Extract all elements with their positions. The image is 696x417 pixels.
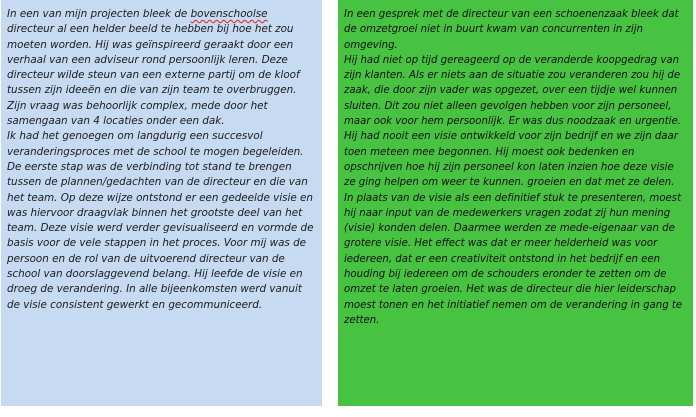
shoe-store-process-paragraph: Hij had niet op tijd gereageerd op de veranderde koopgedrag van zijn klanten. Als er niets aan de situatie zou veranderen zou hij de zaak, die door zijn vader was opgezet, over een tijdje wel kunnen sluiten. Dit zou niet alleen gevolgen hebben voor zijn personeel, maar ook voor hem persoonlijk. Er was dus noodzaak en urgentie. Hij had nooit een visie ontwikkeld voor zijn bedrijf en we zijn daar toen meteen mee begonnen. Hij moest ook bedenken en opschrijven hoe hij zijn personeel kon laten inzien hoe deze visie ze ging helpen om weer te kunnen. groeien en dat met ze delen. In plaats van de visie als een definitief stuk te presenteren, moest hij naar input van de medewerkers vragen zodat zij hun mening (visie) konden delen. Daarmee werden ze mede-eigenaar van de grotere visie. Het effect was dat er meer helderheid was voor iedereen, dat er een creativiteit ontstond in het bedrijf en een houding bij iedereen om de schouders eronder te zetten om de omzet te laten groeien. Het was de directeur die hier leiderschap moest tonen en het initiatief nemen om de verandering in gang te zetten. <box>344 54 683 326</box>
school-case-text-box <box>1 0 322 406</box>
shoe-store-intro-paragraph: In een gesprek met de directeur van een schoenenzaak bleek dat de omzetgroei niet in buurt kwam van concurrenten in zijn omgeving. <box>344 9 679 51</box>
school-case-question-paragraph: Zijn vraag was behoorlijk complex, mede door het samengaan van 4 locaties onder een dak. <box>7 99 268 128</box>
intro-text-after: directeur al een helder beeld te hebben bij hoe het zou moeten worden. Hij was geïnspireerd geraakt door een verhaal van een adviseur rond persoonlijk leren. Deze directeur wilde steun van een externe partij om de kloof tussen zijn ideeën en die van zijn team te overbruggen. <box>7 23 300 97</box>
school-case-intro-paragraph <box>7 7 316 99</box>
school-case-process-paragraph: Ik had het genoegen om langdurig een succesvol veranderingsproces met de school te mogen begeleiden. De eerste stap was de verbinding tot stand te brengen tussen de plannen/gedachten van de directeur en die van het team. Op deze wijze ontstond er een gedeelde visie en was hiervoor draagvlak binnen het grootste deel van het team. Deze visie werd verder gevisualiseerd en vormde de basis voor de vele stappen in het proces. Voor mij was de persoon en de rol van de uitvoerend directeur van de school van doorslaggevend belang. Hij leefde de visie en droeg de verandering. In alle bijeenkomsten werd vanuit de visie consistent gewerkt en gecommuniceerd. <box>7 130 314 311</box>
shoe-store-case-text-box <box>338 0 693 406</box>
spellcheck-flagged-word[interactable]: bovenschoolse <box>190 8 268 20</box>
intro-text-before: In een van mijn projecten bleek de <box>7 8 191 20</box>
